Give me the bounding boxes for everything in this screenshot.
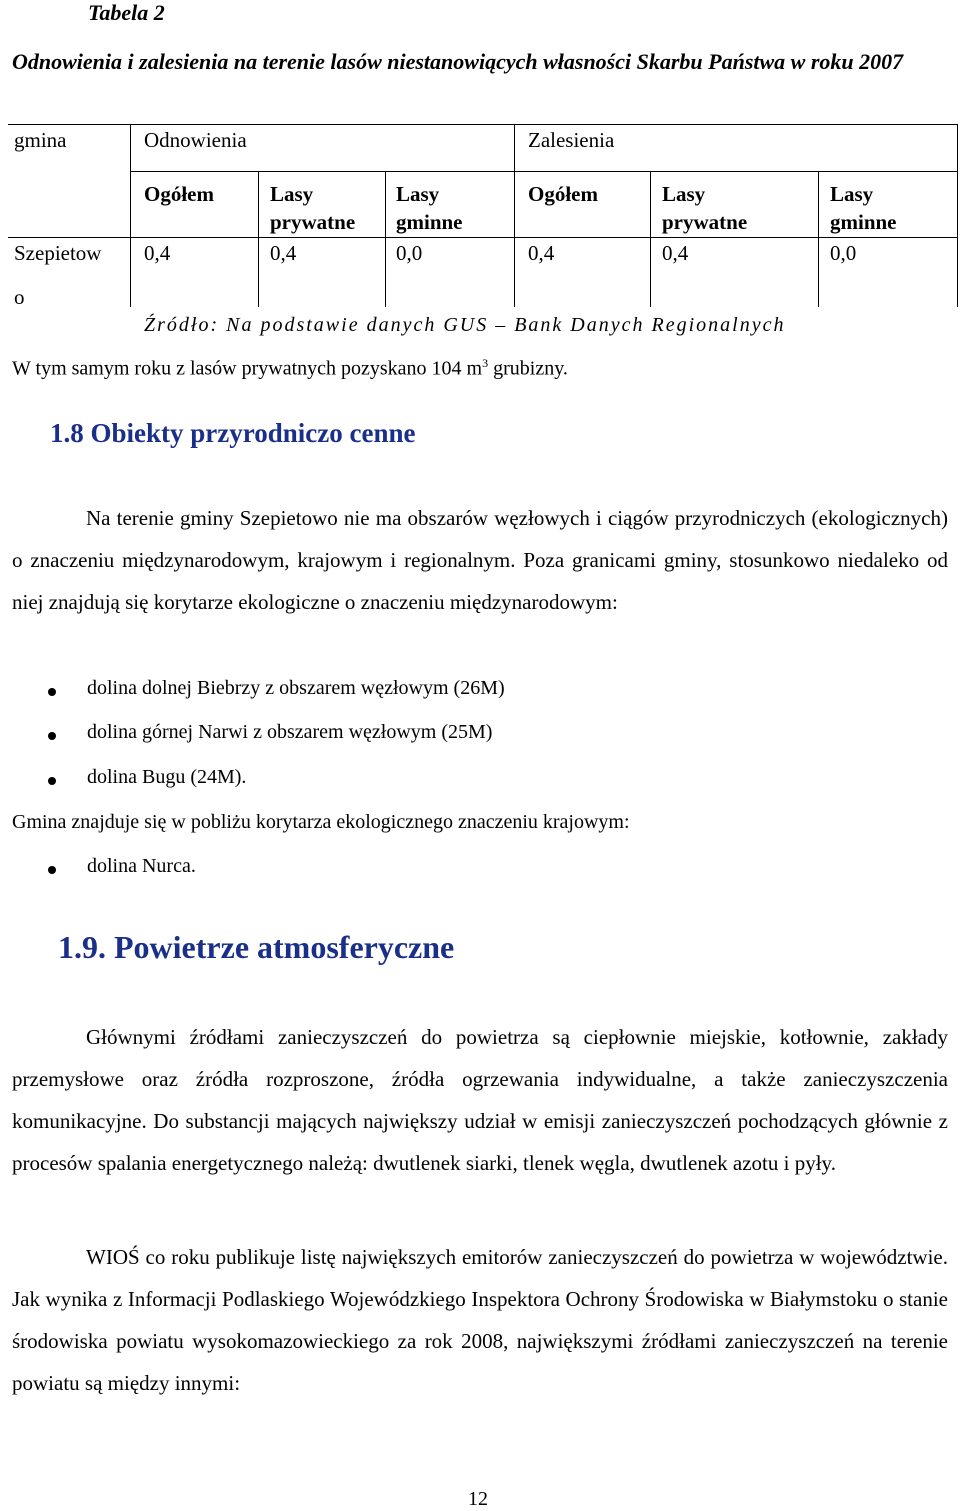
header-ogolem-odn: Ogółem — [144, 182, 214, 206]
list-item: dolina dolnej Biebrzy z obszarem węzłowym (26M) — [87, 677, 505, 699]
section-heading-1-8: 1.8 Obiekty przyrodniczo cenne — [50, 418, 416, 448]
paragraph-text: WIOŚ co roku publikuje listę największych emitorów zanieczyszczeń do powietrza w województwie. Jak wynika z Informacji Podlaskiego Wojewódzkiego Inspektora Ochrony Środowiska w Białymstoku o stanie środowiska powiatu wysokomazowieckiego za rok 2008, największymi źródłami zanieczyszczeń na terenie powiatu są między innymi: — [12, 1245, 948, 1395]
list-item: dolina Nurca. — [87, 855, 196, 877]
table-caption: Odnowienia i zalesienia na terenie lasów niestanowiących własności Skarbu Państwa w roku 2007 — [12, 49, 904, 74]
bullet-dot — [48, 732, 56, 740]
row-gmina-name: Szepietow — [14, 241, 102, 265]
header-lasy-gminne-odn — [396, 180, 463, 236]
section-heading-1-9: 1.9. Powietrze atmosferyczne — [58, 929, 455, 965]
note-text: W tym samym roku z lasów prywatnych pozyskano 104 m — [12, 357, 483, 380]
header-lasy-text: Lasy — [270, 182, 314, 206]
note-text-end: grubizny. — [488, 357, 568, 380]
list-item: dolina górnej Narwi z obszarem węzłowym (25M) — [87, 721, 493, 743]
paragraph-text: Głównymi źródłami zanieczyszczeń do powietrza są ciepłownie miejskie, kotłownie, zakłady przemysłowe oraz źródła rozproszone, źródła ogrzewania indywidualne, a także zanieczyszczenia komunikacyjne. Do substancji mających największy udział w emisji zanieczyszczeń pochodzących głównie z procesów spalania energetycznego należą: dwutlenek siarki, tlenek węgla, dwutlenek azotu i pyły. — [12, 1025, 948, 1175]
row-value: 0,4 — [144, 241, 171, 265]
row-value: 0,4 — [270, 241, 297, 265]
table-col-rule — [818, 171, 819, 307]
header-zalesienia: Zalesienia — [528, 128, 615, 152]
header-lasy-prywatne-odn — [270, 180, 355, 236]
section-1-9-paragraph-1 — [12, 1016, 948, 1184]
row-value: 0,4 — [528, 241, 555, 265]
table-source: Źródło: Na podstawie danych GUS – Bank Danych Regionalnych — [144, 314, 786, 336]
header-lasy-text: Lasy — [396, 182, 440, 206]
table-col-rule — [258, 171, 259, 307]
harvest-note — [12, 356, 568, 381]
table-col-rule — [957, 124, 958, 307]
table-col-rule — [130, 124, 131, 307]
bullet-dot — [48, 866, 56, 874]
header-lasy-text: Lasy — [662, 182, 706, 206]
section-1-8-paragraph — [12, 497, 948, 623]
list-item: dolina Bugu (24M). — [87, 766, 247, 788]
row-value: 0,0 — [396, 241, 423, 265]
table-rule-top — [8, 124, 958, 125]
row-gmina-name-cont: o — [14, 285, 25, 309]
table-rule-mid — [8, 237, 958, 238]
header-prywatne-text: prywatne — [270, 210, 356, 234]
header-prywatne-text: prywatne — [662, 210, 748, 234]
bullet-dot — [48, 777, 56, 785]
row-value: 0,0 — [830, 241, 857, 265]
header-gminne-text: gminne — [830, 210, 897, 234]
header-odnowienia: Odnowienia — [144, 128, 247, 152]
row-value: 0,4 — [662, 241, 689, 265]
header-gminne-text: gminne — [396, 210, 463, 234]
table-rule-sub — [130, 171, 958, 172]
bullet-dot — [48, 688, 56, 696]
header-gmina: gmina — [14, 128, 67, 152]
table-col-rule — [385, 171, 386, 307]
header-ogolem-zal: Ogółem — [528, 182, 598, 206]
header-lasy-prywatne-zal — [662, 180, 747, 236]
header-lasy-text: Lasy — [830, 182, 874, 206]
table-label: Tabela 2 — [88, 0, 165, 25]
paragraph-text: Na terenie gminy Szepietowo nie ma obszarów węzłowych i ciągów przyrodniczych (ekologicznych) o znaczeniu międzynarodowym, krajowym i regionalnym. Poza granicami gminy, stosunkowo niedaleko od niej znajdują się korytarze ekologiczne o znaczeniu międzynarodowym: — [12, 506, 948, 614]
note-superscript: 3 — [482, 356, 489, 370]
table-col-rule — [514, 124, 515, 307]
page-number: 12 — [468, 1488, 488, 1510]
table-col-rule — [650, 171, 651, 307]
header-lasy-gminne-zal — [830, 180, 897, 236]
section-1-9-paragraph-2 — [12, 1236, 948, 1404]
corridor-line: Gmina znajduje się w pobliżu korytarza ekologicznego znaczeniu krajowym: — [12, 811, 630, 833]
